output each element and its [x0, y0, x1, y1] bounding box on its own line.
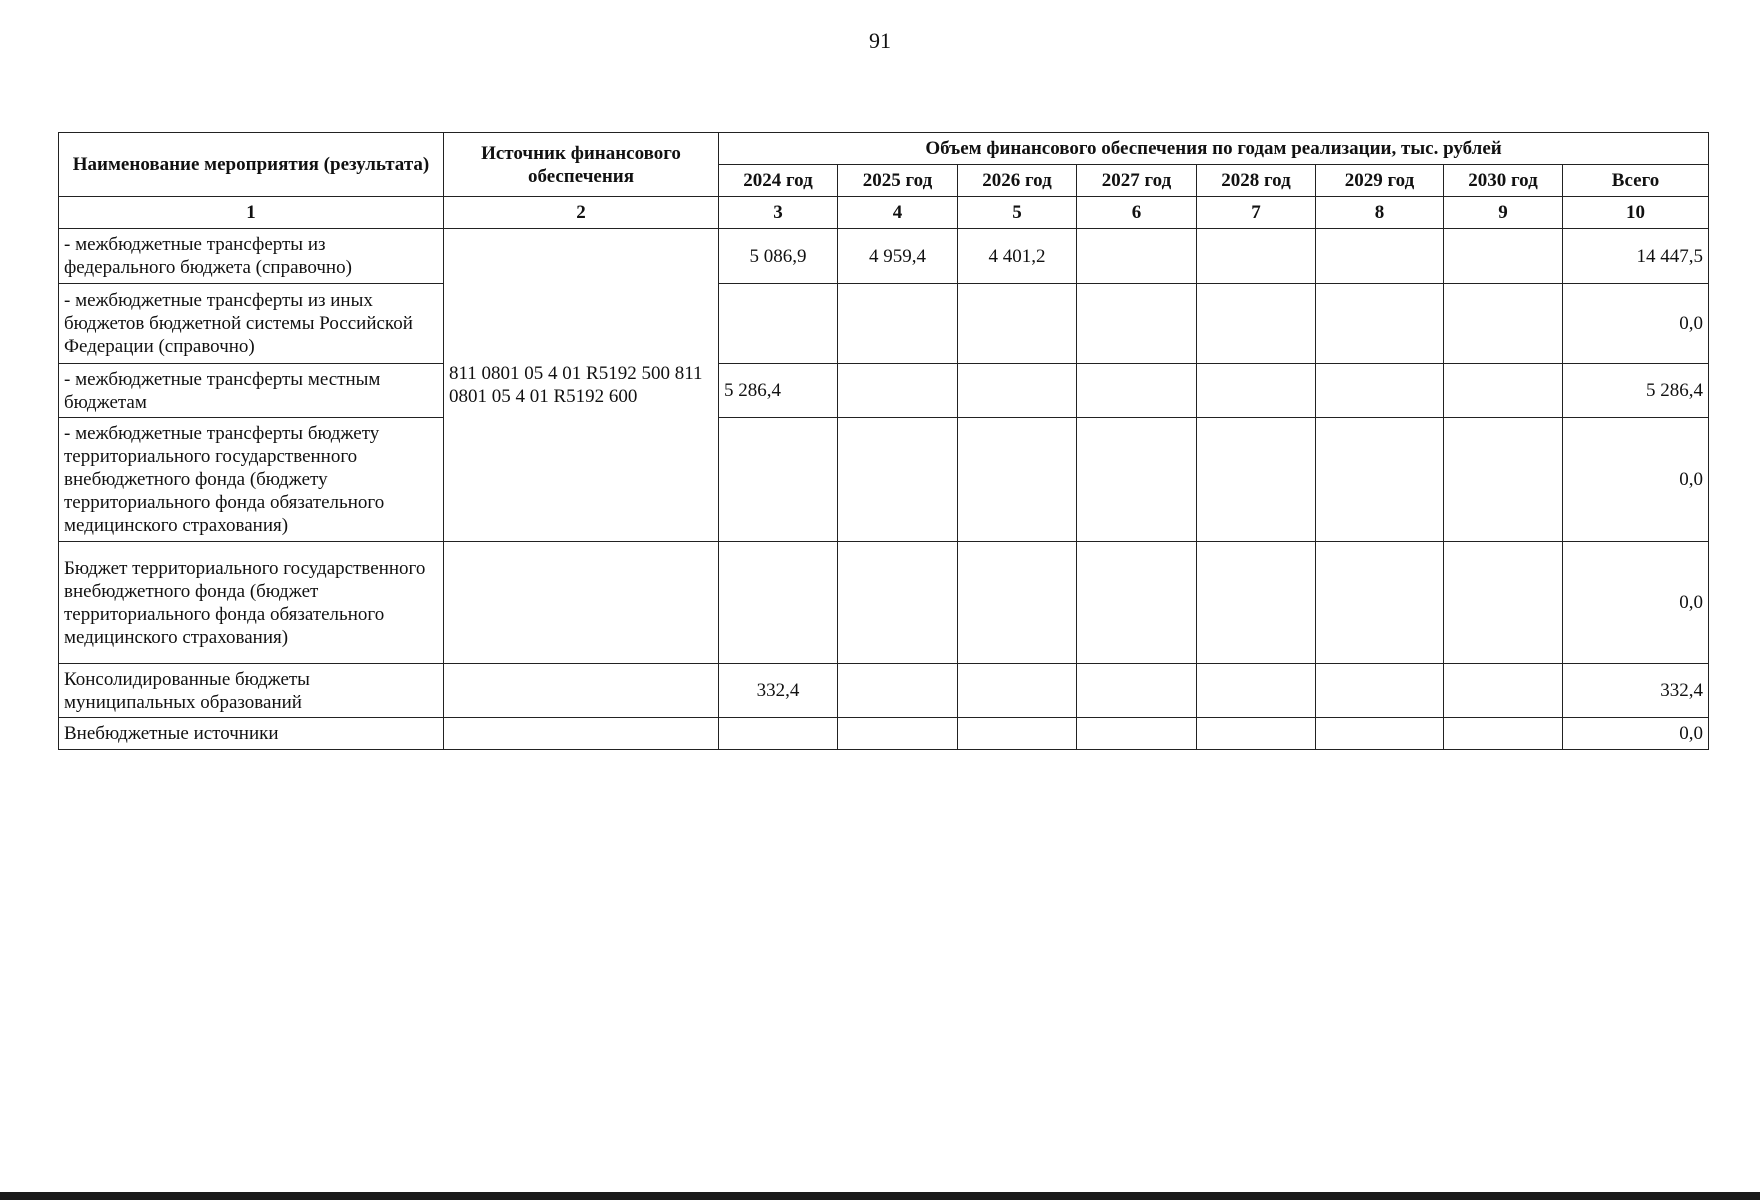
value-cell-2030 [1444, 229, 1563, 284]
page-number: 91 [869, 28, 891, 53]
column-number: 9 [1444, 197, 1563, 229]
value-cell-2030 [1444, 718, 1563, 750]
value-cell-2030 [1444, 542, 1563, 664]
value-cell-2025 [838, 284, 958, 364]
value-cell-2027 [1077, 364, 1197, 418]
row-name: - межбюджетные трансферты из федерального бюджета (справочно) [59, 229, 444, 284]
value-cell-2024 [719, 542, 838, 664]
value-cell-2025 [838, 718, 958, 750]
year-header-2026: 2026 год [958, 165, 1077, 197]
column-number: 4 [838, 197, 958, 229]
column-number: 1 [59, 197, 444, 229]
scan-edge-rule [0, 1192, 1760, 1200]
value-cell-2025 [838, 418, 958, 542]
value-cell-2027 [1077, 542, 1197, 664]
table-row [59, 364, 1709, 418]
value-cell-2029 [1316, 284, 1444, 364]
value-cell-2028 [1197, 364, 1316, 418]
year-header-2030: 2030 год [1444, 165, 1563, 197]
table-row [59, 718, 1709, 750]
value-cell-2027 [1077, 418, 1197, 542]
source-code-cell [444, 718, 719, 750]
table-row [59, 418, 1709, 542]
value-cell-2030 [1444, 364, 1563, 418]
row-name: - межбюджетные трансферты местным бюджетам [59, 364, 444, 418]
volume-column-header: Объем финансового обеспечения по годам реализации, тыс. рублей [719, 133, 1709, 165]
name-column-header: Наименование мероприятия (результата) [59, 133, 444, 197]
year-header-2028: 2028 год [1197, 165, 1316, 197]
value-cell-2029 [1316, 364, 1444, 418]
value-cell-2024: 5 086,9 [719, 229, 838, 284]
table-row [59, 542, 1709, 664]
value-cell-2029 [1316, 229, 1444, 284]
value-cell-2028 [1197, 718, 1316, 750]
year-header-2029: 2029 год [1316, 165, 1444, 197]
column-number: 2 [444, 197, 719, 229]
row-name: Бюджет территориального государственного внебюджетного фонда (бюджет территориального фонда обязательного медицинского страхования) [59, 542, 444, 664]
source-code-cell [444, 664, 719, 718]
value-cell-2024 [719, 284, 838, 364]
header-row [59, 133, 1709, 165]
value-cell-2025 [838, 542, 958, 664]
financing-table [58, 132, 1709, 750]
column-numbers-row [59, 197, 1709, 229]
source-code-cell [444, 542, 719, 664]
value-cell-2030 [1444, 418, 1563, 542]
value-cell-2026 [958, 664, 1077, 718]
year-header-2027: 2027 год [1077, 165, 1197, 197]
value-cell-2030 [1444, 664, 1563, 718]
value-cell-2024 [719, 418, 838, 542]
table-row [59, 664, 1709, 718]
column-number: 10 [1563, 197, 1709, 229]
year-header-2024: 2024 год [719, 165, 838, 197]
value-cell-2027 [1077, 718, 1197, 750]
source-column-header: Источник финансового обеспечения [444, 133, 719, 197]
total-cell: 0,0 [1563, 542, 1709, 664]
value-cell-2025 [838, 364, 958, 418]
value-cell-2024 [719, 718, 838, 750]
value-cell-2026 [958, 718, 1077, 750]
value-cell-2024: 332,4 [719, 664, 838, 718]
value-cell-2026 [958, 284, 1077, 364]
row-name: Внебюджетные источники [59, 718, 444, 750]
source-code-cell: 811 0801 05 4 01 R5192 500 811 0801 05 4 01 R5192 600 [444, 229, 719, 542]
value-cell-2030 [1444, 284, 1563, 364]
column-number: 5 [958, 197, 1077, 229]
value-cell-2029 [1316, 542, 1444, 664]
value-cell-2026 [958, 418, 1077, 542]
total-cell: 14 447,5 [1563, 229, 1709, 284]
value-cell-2025 [838, 664, 958, 718]
value-cell-2024: 5 286,4 [719, 364, 838, 418]
value-cell-2027 [1077, 284, 1197, 364]
column-number: 8 [1316, 197, 1444, 229]
row-name: Консолидированные бюджеты муниципальных образований [59, 664, 444, 718]
value-cell-2029 [1316, 718, 1444, 750]
value-cell-2028 [1197, 542, 1316, 664]
column-number: 7 [1197, 197, 1316, 229]
row-name: - межбюджетные трансферты бюджету территориального государственного внебюджетного фонда (бюджету территориального фонда обязательного медицинского страхования) [59, 418, 444, 542]
value-cell-2027 [1077, 229, 1197, 284]
column-number: 3 [719, 197, 838, 229]
total-header: Всего [1563, 165, 1709, 197]
value-cell-2028 [1197, 284, 1316, 364]
value-cell-2028 [1197, 418, 1316, 542]
total-cell: 332,4 [1563, 664, 1709, 718]
value-cell-2025: 4 959,4 [838, 229, 958, 284]
value-cell-2028 [1197, 664, 1316, 718]
total-cell: 0,0 [1563, 418, 1709, 542]
total-cell: 5 286,4 [1563, 364, 1709, 418]
value-cell-2026 [958, 364, 1077, 418]
table-row [59, 229, 1709, 284]
value-cell-2026: 4 401,2 [958, 229, 1077, 284]
total-cell: 0,0 [1563, 718, 1709, 750]
table-row [59, 284, 1709, 364]
value-cell-2029 [1316, 664, 1444, 718]
value-cell-2029 [1316, 418, 1444, 542]
value-cell-2028 [1197, 229, 1316, 284]
value-cell-2027 [1077, 664, 1197, 718]
column-number: 6 [1077, 197, 1197, 229]
row-name: - межбюджетные трансферты из иных бюджетов бюджетной системы Российской Федерации (справочно) [59, 284, 444, 364]
total-cell: 0,0 [1563, 284, 1709, 364]
year-header-2025: 2025 год [838, 165, 958, 197]
value-cell-2026 [958, 542, 1077, 664]
